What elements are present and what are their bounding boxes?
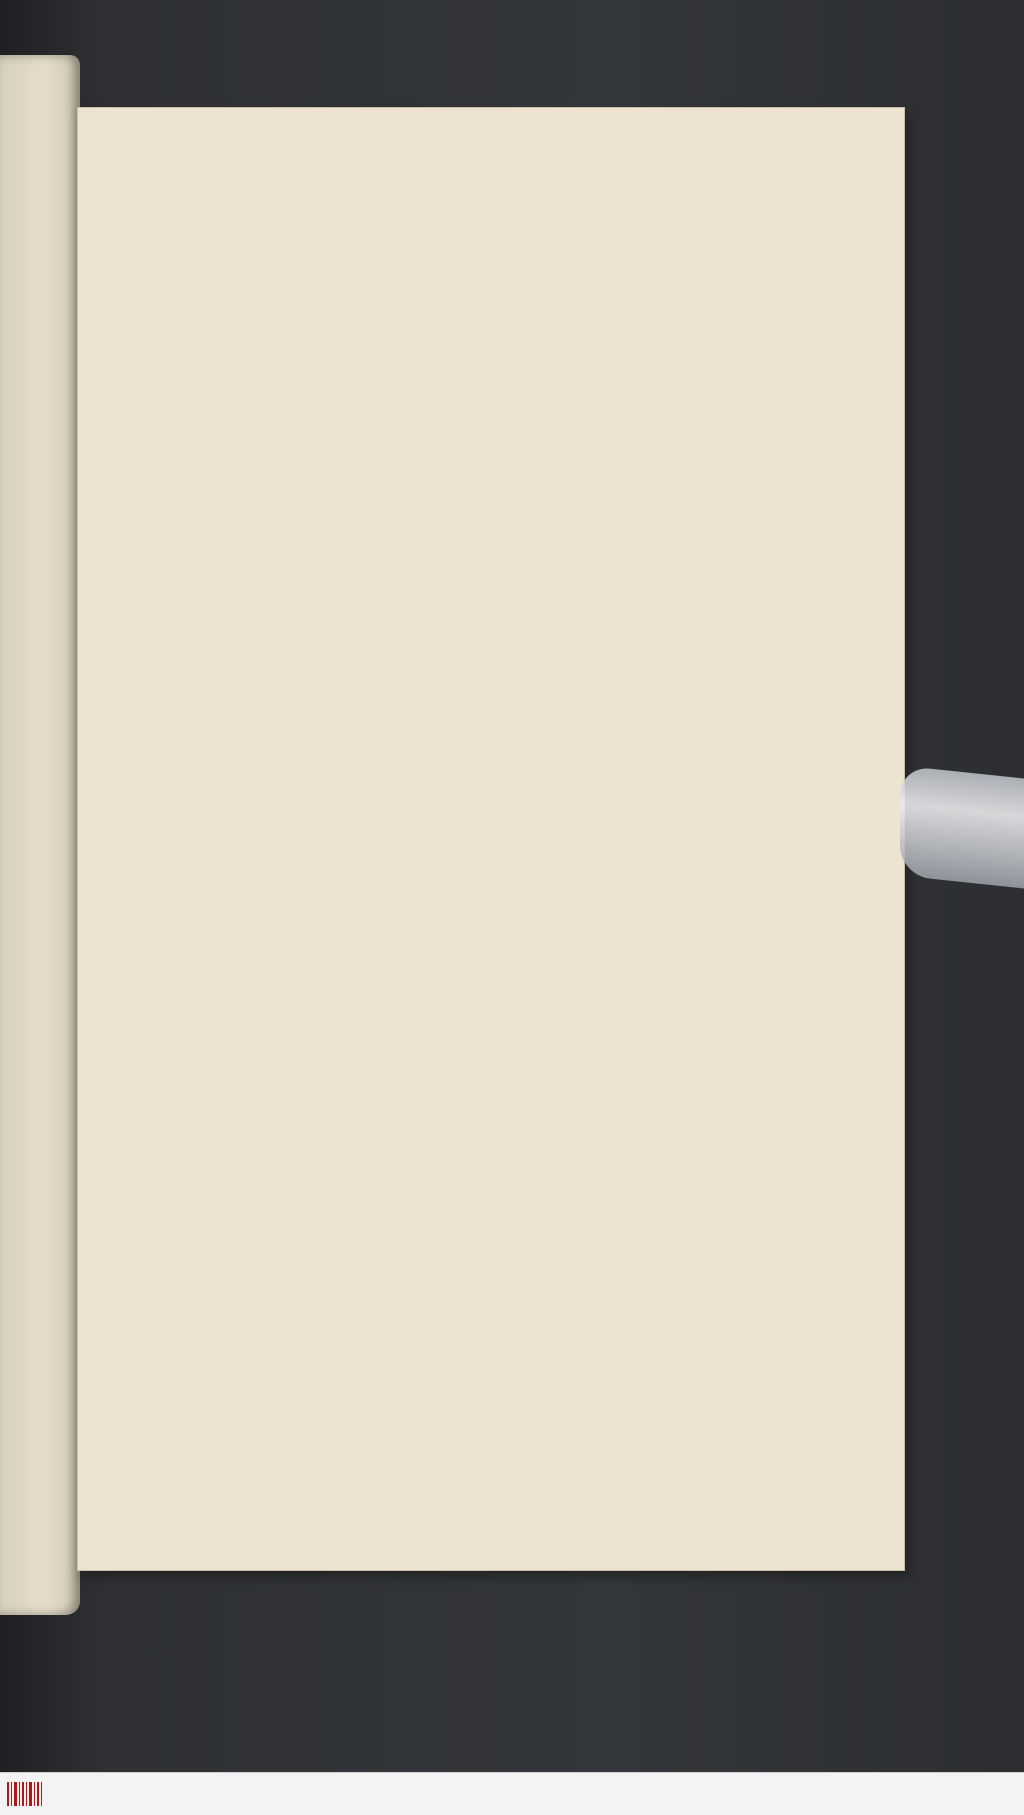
barcode-icon bbox=[6, 1779, 52, 1809]
bookmark-ribbon bbox=[900, 765, 1024, 888]
left-page-edge bbox=[0, 55, 80, 1615]
book-page bbox=[78, 108, 904, 1570]
footer-bar bbox=[0, 1772, 1024, 1815]
